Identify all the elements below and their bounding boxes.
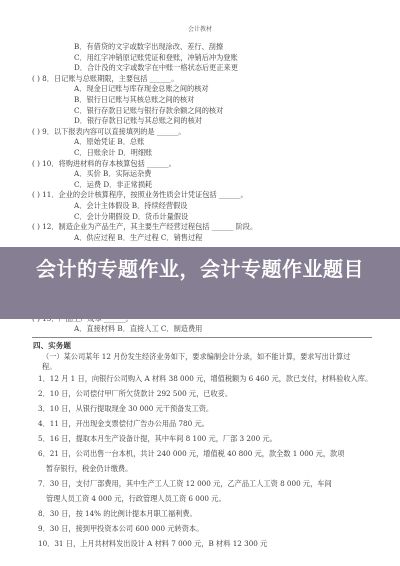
text-line: D．银行存款日记账与其总账之间的核对 bbox=[74, 116, 202, 126]
text-line: A．买价 B．实际运杂费 bbox=[74, 169, 152, 179]
text-line: C．银行存款日记账与银行存款余额之间的核对 bbox=[74, 105, 224, 115]
text-line: A．会计主体假设 B．持续经营假设 bbox=[74, 201, 188, 210]
text-line: 10．31 日，上月共材料发出设计 A 材料 7 000 元，B 材料 12 300 元 bbox=[38, 539, 268, 548]
text-line: 6．21 日，公司出售一台本机，共计 240 000 元，增值税 40 800 元，款全数 1 000 元，款项 bbox=[38, 449, 345, 458]
text-line: C．运费 D．非正常损耗 bbox=[74, 179, 153, 189]
section-intro: （一）某公司某年 12 月份发生经济业务如下，要求编制会计分录，如不能计算，要求写出计算过程。 bbox=[42, 352, 351, 371]
text-line: B．有借贷的文字或数字出现涂改、差行、刮擦 bbox=[74, 42, 224, 51]
text-line: C．日账余计 D．明细账 bbox=[74, 148, 153, 157]
text-line: C．会计分期假设 D．货币计量假设 bbox=[74, 211, 189, 221]
text-line: D．合计没的文字或数字在中账一格状态后更正来更 bbox=[74, 63, 238, 73]
text-line: ( ) 11．企业的会计核算程序，按照业务性质会计凭证包括 ______。 bbox=[32, 190, 248, 200]
text-line: 1．12 月 1 日，向银行公司购入 A 材料 38 000 元，增值税额为 6 460 元，款已支付，材料验收入库。 bbox=[38, 374, 373, 383]
text-line: 暂存银行，税金仍计缴费。 bbox=[46, 464, 133, 473]
text-line: 8．30 日，按 14% 的比例计提本月职工福利费。 bbox=[38, 509, 197, 518]
text-line: 3．10 日，从银行提取现金 30 000 元干预备发工资。 bbox=[38, 404, 214, 413]
text-line: ( ) 12．制造企业为产品生产，其主要生产经营过程包括 ______ 阶段。 bbox=[32, 222, 258, 232]
text-line: A．供应过程 B．生产过程 C．销售过程 bbox=[74, 232, 203, 242]
text-line: A．现金日记账与库存现金总账之间的核对 bbox=[74, 84, 209, 94]
section-divider bbox=[32, 337, 372, 338]
text-line: 管理人员工资 4 000 元，行政管理人员工资 6 000 元。 bbox=[46, 494, 226, 503]
text-line: ( ) 9．以下报表内容可以直接填列的是 ______。 bbox=[32, 126, 186, 136]
banner-title: 会计的专题作业，会计专题作业题目 bbox=[36, 257, 364, 281]
section-title: 四、实务题 bbox=[33, 341, 71, 350]
text-line: 9．30 日，接到甲投资本公司 600 000 元转资本。 bbox=[38, 524, 204, 533]
text-line: 7．30 日，支付厂部费用，其中生产工人工资 12 000 元，乙产品工人工资 8 000 元，车间 bbox=[38, 479, 332, 488]
text-line: C．用红字冲销原记账凭证和登账，冲销后冲为登账 bbox=[74, 52, 238, 62]
text-line: 5．16 日，提取本月生产设备计提，其中车间 8 100 元，厂部 3 200 元。 bbox=[38, 434, 277, 443]
text-line: 4．11 日，开出现金支票偿付广告办公用品 780 元。 bbox=[38, 419, 209, 428]
text-line: ( ) 10．将购进材料的存本核算包括 ______。 bbox=[32, 158, 176, 168]
text-line: B．银行日记账与其核总账之间的核对 bbox=[74, 95, 195, 104]
page-header: 会计教材 bbox=[187, 26, 212, 33]
text-line: 2．10 日，公司偿付甲厂所欠货款计 292 500 元，已收妥。 bbox=[38, 389, 233, 398]
text-line: A．直接材料 B．直接人工 C．制造费用 bbox=[74, 324, 203, 334]
text-line: A．原始凭证 B．总账 bbox=[74, 137, 145, 147]
text-line: ( ) 8．日记账与总账期限，主要包括 ______。 bbox=[32, 73, 179, 83]
